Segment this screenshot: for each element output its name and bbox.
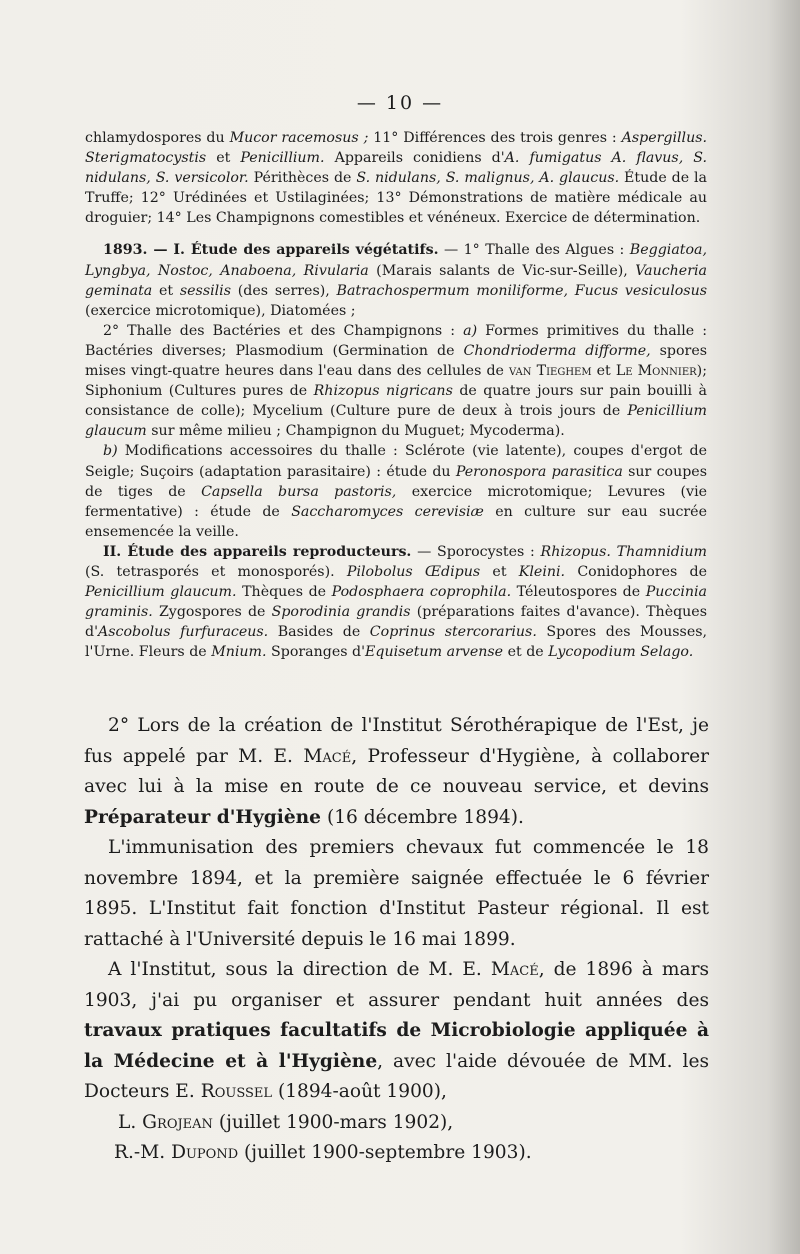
paragraph-grojean: L. Grojean (juillet 1900-mars 1902), <box>118 1111 454 1133</box>
paragraph-practical-work: A l'Institut, sous la direction de M. E. Macé, de 1896 à mars 1903, j'ai pu organiser et assurer pendant huit années des travaux pratiques facultatifs de Microbiologie appliquée à la Médecine et à l'Hygiène, avec l'aide dévouée de MM. les Docteurs E. Roussel (1894-août 1900), <box>84 959 710 1102</box>
page-number: — 10 — <box>356 92 444 114</box>
paragraph-bacteria-fungi-thallus: 2° Thalle des Bactéries et des Champignons : a) Formes primitives du thalle : Bactéries diverses; Plasmodium (Germination de Chondrioderma difforme, spores mises vingt-quatre heures dans l'eau dans des cellules de van Tieghem et Le Monnier); Siphonium (Cultures pures de Rhizopus nigricans de quatre jours sur pain bouilli à consistance de colle); Mycelium (Culture pure de deux à trois jours de Penicillium glaucum sur même milieu ; Champignon du Muguet; Mycoderma). <box>85 322 707 440</box>
paragraph-institut-serotherapique: 2° Lors de la création de l'Institut Sérothérapique de l'Est, je fus appelé par M. E. Macé, Professeur d'Hygiène, à collaborer avec lui à la mise en route de ce nouveau service, et devins Préparateur d'Hygiène (16 décembre 1894). <box>84 715 709 828</box>
paragraph-1893-vegetative: 1893. — I. Étude des appareils végétatifs. — 1° Thalle des Algues : Beggiatoa, Lyngbya, Nostoc, Anaboena, Rivularia (Marais salants de Vic-sur-Seille), Vaucheria geminata et sessilis (des serres), Batrachospermum moniliforme, Fucus vesiculosus (exercice microtomique), Diatomées ; <box>85 242 707 319</box>
paragraph-immunisation: L'immunisation des premiers chevaux fut commencée le 18 novembre 1894, et la première saignée effectuée le 6 février 1895. L'Institut fait fonction d'Institut Pasteur régional. Il est rattaché à l'Université depuis le 16 mai 1899. <box>84 837 709 950</box>
course-description <box>85 128 707 662</box>
paragraph-mycology-exercises: chlamydospores du Mucor racemosus ; 11° Différences des trois genres : Aspergillus. Sterigmatocystis et Penicillium. Appareils conidiens d'A. fumigatus A. flavus, S. nidulans, S. versicolor. Périthèces de S. nidulans, S. malignus, A. glaucus. Étude de la Truffe; 12° Urédinées et Ustilaginées; 13° Démonstrations de matière médicale au droguier; 14° Les Champignons comestibles et vénéneux. Exercice de détermination. <box>85 130 708 227</box>
career-narrative <box>84 711 709 1169</box>
year-1893: 1893. <box>103 242 148 259</box>
paragraph-dupond: R.-M. Dupond (juillet 1900-septembre 1903). <box>114 1142 532 1163</box>
paragraph-reproductive-apparatus: II. Étude des appareils reproducteurs. — Sporocystes : Rhizopus. Thamnidium (S. tetrasporés et monosporés). Pilobolus Œdipus et Kleini. Conidophores de Penicillium glaucum. Thèques de Podosphaera coprophila. Téleutospores de Puccinia graminis. Zygospores de Sporodinia grandis (préparations faites d'avance). Thèques d'Ascobolus furfuraceus. Basides de Coprinus stercorarius. Spores des Mousses, l'Urne. Fleurs de Mnium. Sporanges d'Equisetum arvense et de Lycopodium Selago. <box>85 543 708 661</box>
paragraph-accessory-modifications: b) Modifications accessoires du thalle : Sclérote (vie latente), coupes d'ergot de Seigle; Suçoirs (adaptation parasitaire) : étude du Peronospora parasitica sur coupes de tiges de Capsella bursa pastoris, exercice microtomique; Levures (vie fermentative) : étude de Saccharomyces cerevisiæ en culture sur eau sucrée ensemencée la veille. <box>85 443 708 540</box>
